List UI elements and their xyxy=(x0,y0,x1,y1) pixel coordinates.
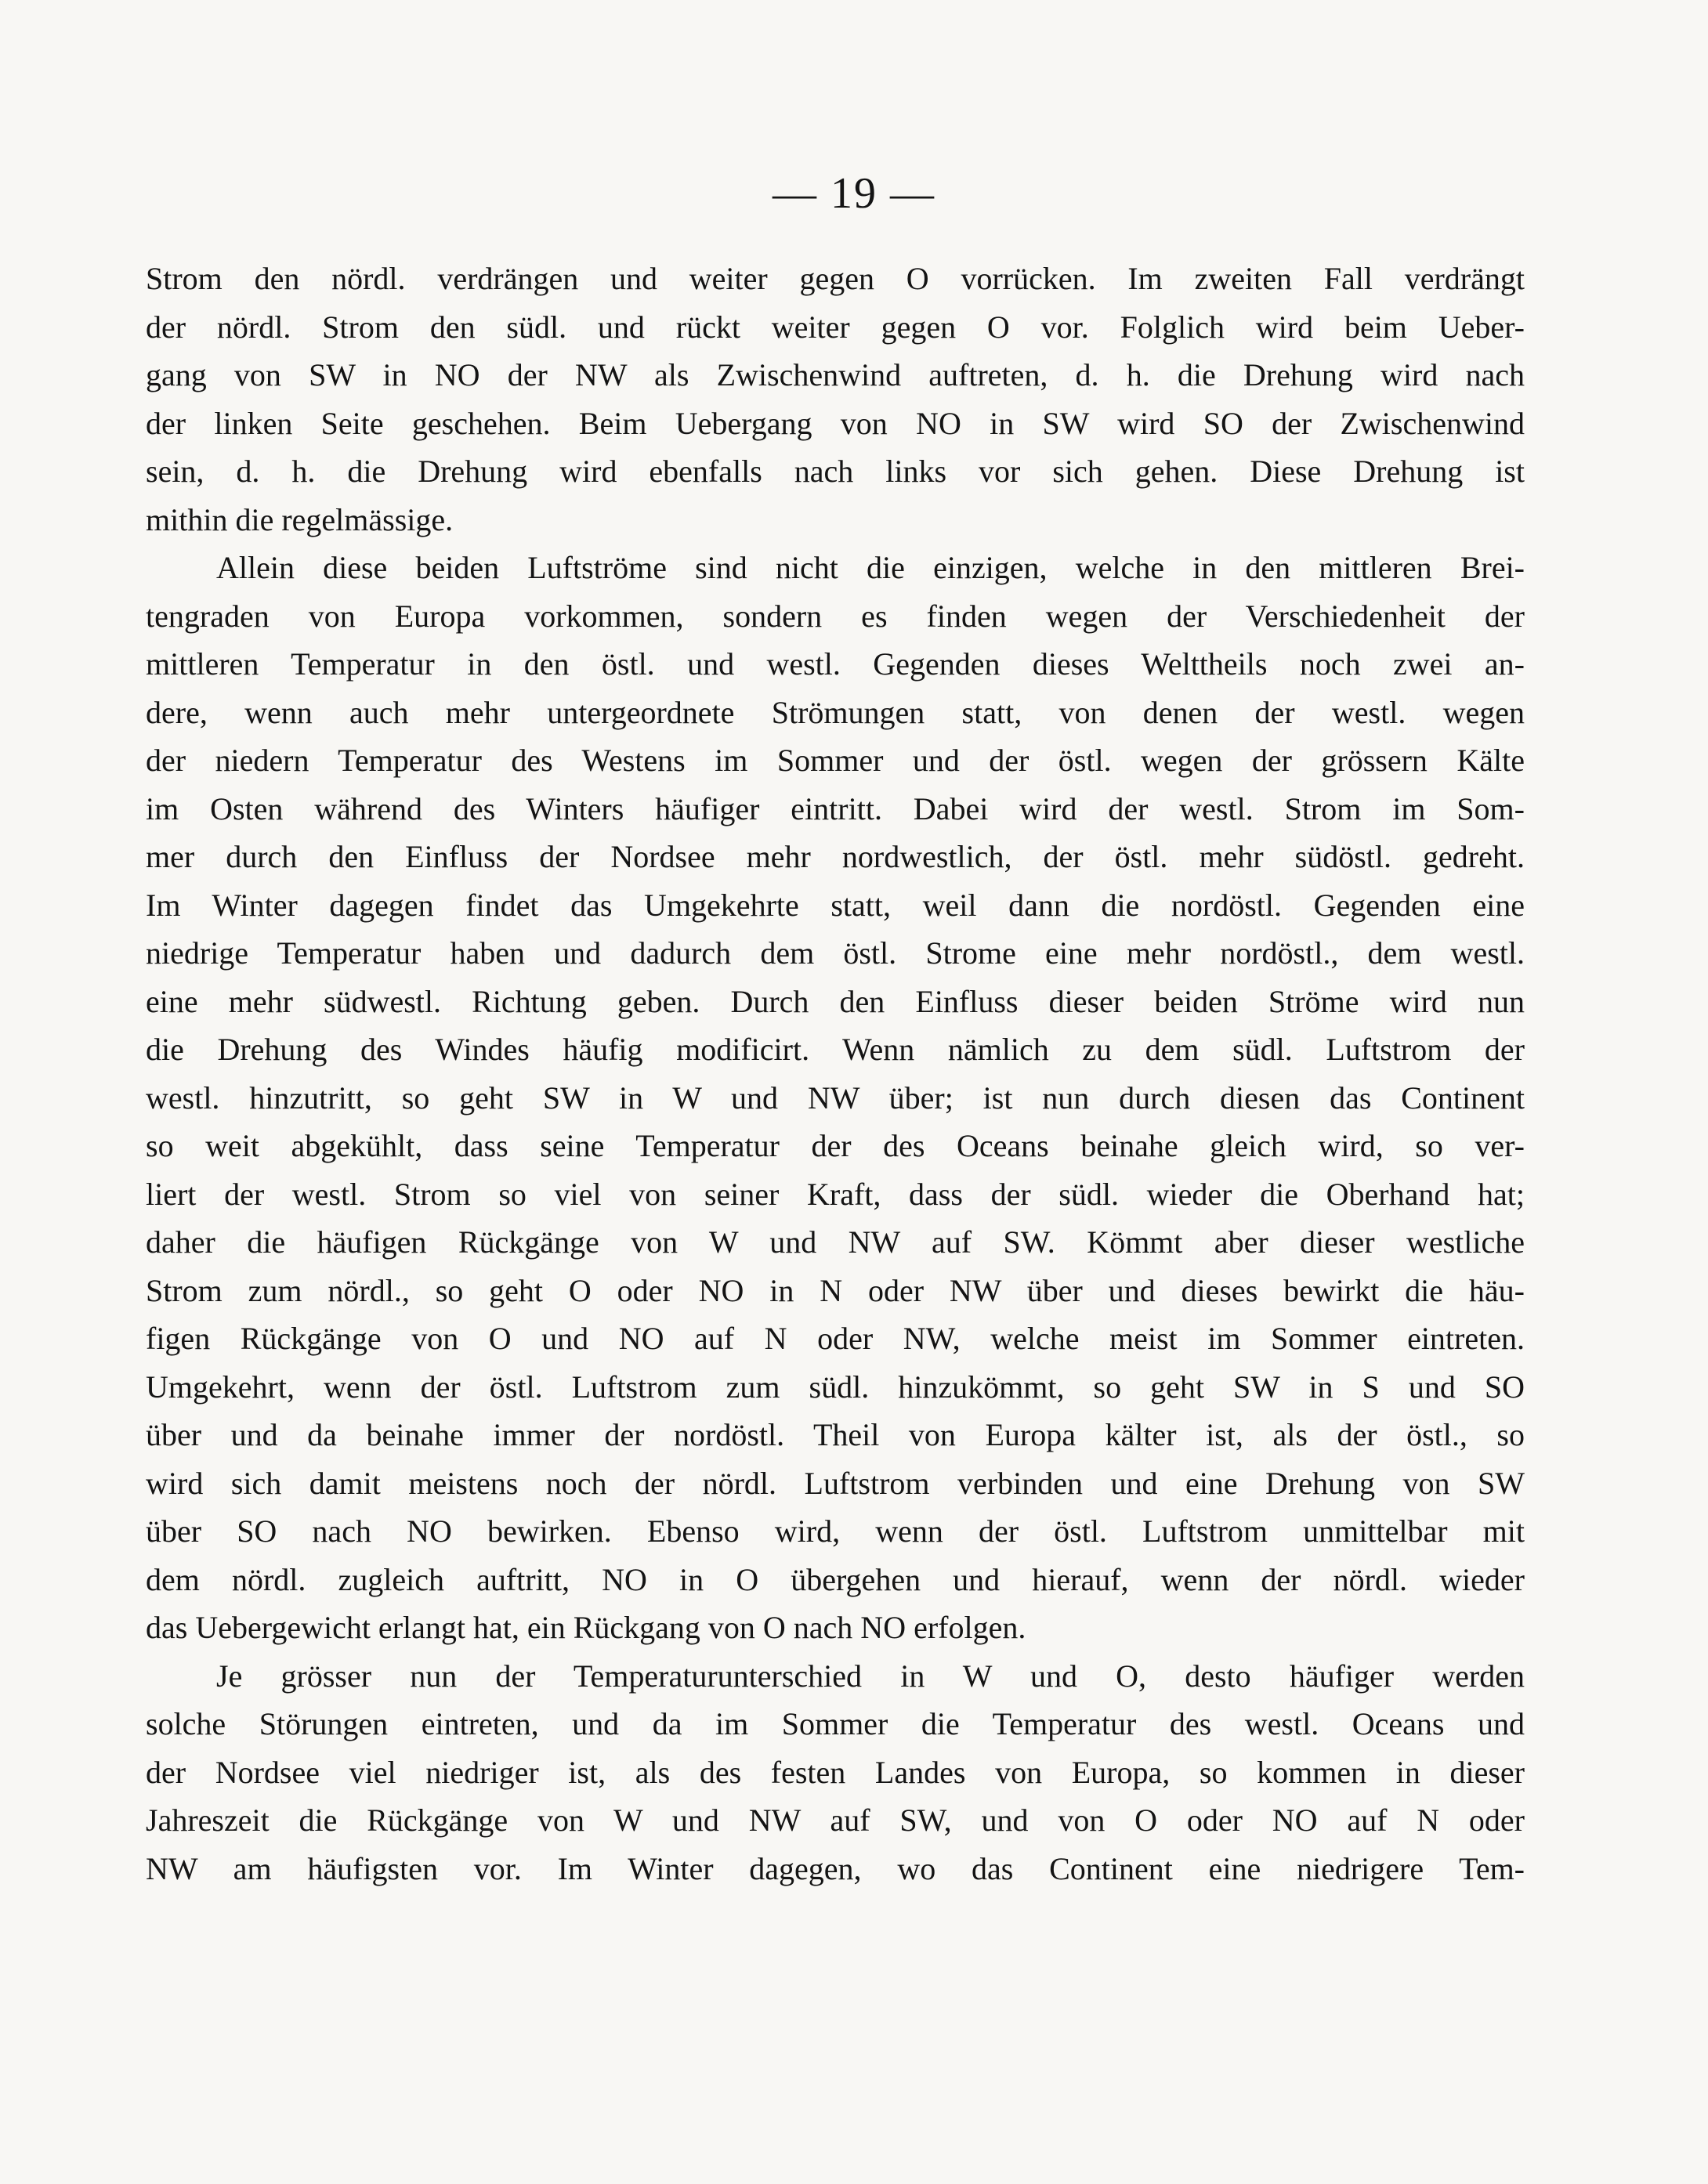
paragraph xyxy=(146,255,1525,544)
text-line: Jahreszeit die Rückgänge von W und NW auf SW, und von O oder NO auf N oder xyxy=(146,1803,1525,1838)
text-line: mittleren Temperatur in den östl. und westl. Gegenden dieses Welttheils noch zwei an- xyxy=(146,646,1525,682)
text-line: der nördl. Strom den südl. und rückt weiter gegen O vor. Folglich wird beim Ueber- xyxy=(146,309,1525,345)
text-line: das Uebergewicht erlangt hat, ein Rückgang von O nach NO erfolgen. xyxy=(146,1610,1026,1645)
text-line: Im Winter dagegen findet das Umgekehrte statt, weil dann die nordöstl. Gegenden eine xyxy=(146,887,1525,923)
text-line: so weit abgekühlt, dass seine Temperatur der des Oceans beinahe gleich wird, so ver- xyxy=(146,1128,1525,1163)
text-line: der linken Seite geschehen. Beim Uebergang von NO in SW wird SO der Zwischenwind xyxy=(146,405,1525,441)
text-line: Strom zum nördl., so geht O oder NO in N oder NW über und dieses bewirkt die häu- xyxy=(146,1272,1525,1308)
text-line: wird sich damit meistens noch der nördl. Luftstrom verbinden und eine Drehung von SW xyxy=(146,1465,1525,1501)
text-line: gang von SW in NO der NW als Zwischenwind auftreten, d. h. die Drehung wird nach xyxy=(146,357,1525,392)
text-line: NW am häufigsten vor. Im Winter dagegen, wo das Continent eine niedrigere Tem- xyxy=(146,1850,1525,1886)
text-line: der Nordsee viel niedriger ist, als des festen Landes von Europa, so kommen in dieser xyxy=(146,1754,1525,1790)
text-line: Strom den nördl. verdrängen und weiter gegen O vorrücken. Im zweiten Fall verdrängt xyxy=(146,261,1525,296)
text-line: Allein diese beiden Luftströme sind nicht die einzigen, welche in den mittleren Brei- xyxy=(216,550,1525,585)
text-line: Je grösser nun der Temperaturunterschied in W und O, desto häufiger werden xyxy=(216,1658,1525,1694)
body-text xyxy=(146,255,1525,1893)
text-line: der niedern Temperatur des Westens im Sommer und der östl. wegen der grössern Kälte xyxy=(146,743,1525,778)
text-line: Umgekehrt, wenn der östl. Luftstrom zum südl. hinzukömmt, so geht SW in S und SO xyxy=(146,1369,1525,1405)
paragraph xyxy=(146,544,1525,1652)
text-line: eine mehr südwestl. Richtung geben. Durch den Einfluss dieser beiden Ströme wird nun xyxy=(146,983,1525,1019)
text-line: über und da beinahe immer der nordöstl. Theil von Europa kälter ist, als der östl., so xyxy=(146,1417,1525,1452)
text-line: mer durch den Einfluss der Nordsee mehr nordwestlich, der östl. mehr südöstl. gedreht. xyxy=(146,839,1525,874)
text-line: westl. hinzutritt, so geht SW in W und NW über; ist nun durch diesen das Continent xyxy=(146,1079,1525,1116)
text-line: dem nördl. zugleich auftritt, NO in O übergehen und hierauf, wenn der nördl. wieder xyxy=(146,1561,1525,1597)
paragraph xyxy=(146,1652,1525,1893)
text-line: solche Störungen eintreten, und da im Sommer die Temperatur des westl. Oceans und xyxy=(146,1706,1525,1741)
text-line: niedrige Temperatur haben und dadurch dem östl. Strome eine mehr nordöstl., dem westl. xyxy=(146,935,1525,971)
text-line: mithin die regelmässige. xyxy=(146,501,454,537)
page-number: — 19 — xyxy=(773,169,935,218)
text-line: die Drehung des Windes häufig modificirt. Wenn nämlich zu dem südl. Luftstrom der xyxy=(146,1032,1525,1067)
text-line: daher die häufigen Rückgänge von W und NW auf SW. Kömmt aber dieser westliche xyxy=(146,1224,1525,1260)
text-line: im Osten während des Winters häufiger eintritt. Dabei wird der westl. Strom im Som- xyxy=(146,790,1525,826)
text-line: figen Rückgänge von O und NO auf N oder NW, welche meist im Sommer eintreten. xyxy=(146,1321,1525,1356)
text-line: sein, d. h. die Drehung wird ebenfalls nach links vor sich gehen. Diese Drehung ist xyxy=(146,454,1525,489)
text-line: dere, wenn auch mehr untergeordnete Strömungen statt, von denen der westl. wegen xyxy=(146,694,1525,730)
text-line: über SO nach NO bewirken. Ebenso wird, wenn der östl. Luftstrom unmittelbar mit xyxy=(146,1513,1525,1549)
text-line: tengraden von Europa vorkommen, sondern es finden wegen der Verschiedenheit der xyxy=(146,598,1525,634)
text-line: liert der westl. Strom so viel von seiner Kraft, dass der südl. wieder die Oberhand hat; xyxy=(146,1176,1525,1212)
